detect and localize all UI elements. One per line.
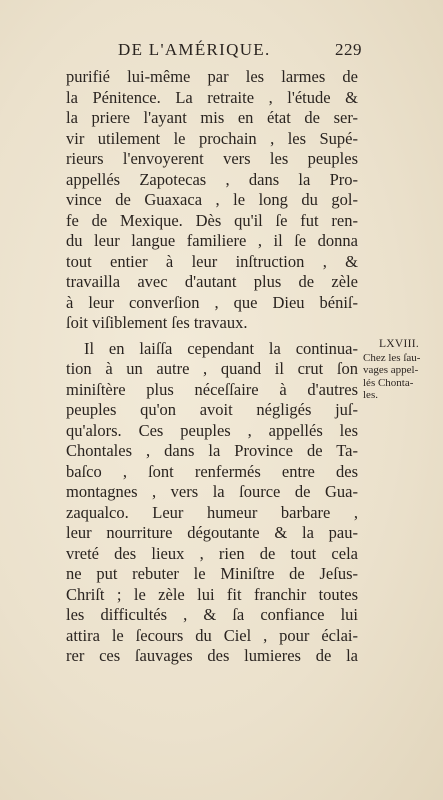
text-line: à leur converſion , que Dieu béniſ-	[66, 292, 358, 312]
text-line: leur nourriture dégoutante & la pau-	[66, 523, 358, 542]
text-line: vir utilement le prochain , les Supé-	[66, 128, 358, 148]
text-line: tout entier à leur inſtruction , &	[66, 251, 358, 271]
text-line: miniſtère plus néceſſaire à d'autres	[66, 379, 358, 399]
text-line: attira le ſecours du Ciel , pour éclai-	[66, 625, 358, 645]
marginal-note-number: LXVIII.	[378, 338, 420, 350]
page-number: 229	[335, 40, 362, 59]
marginal-note-line: vages appel-	[363, 364, 419, 376]
text-line: montagnes , vers la ſource de Gua-	[66, 482, 358, 501]
marginal-note	[363, 338, 435, 402]
running-title: DE L'AMÉRIQUE.	[118, 40, 271, 59]
text-line: ſoit viſiblement ſes travaux.	[66, 313, 248, 332]
text-line: rieurs l'envoyerent vers les peuples	[66, 149, 358, 168]
text-line: appellés Zapotecas , dans la Pro-	[66, 169, 358, 189]
marginal-note-line: les.	[363, 389, 378, 401]
text-line: du leur langue familiere , il ſe donna	[66, 231, 358, 250]
text-line: Chriſt ; le zèle lui fit franchir toutes	[66, 584, 358, 604]
text-line: purifié lui-même par les larmes de	[66, 67, 358, 86]
text-line: ne put rebuter le Miniſtre de Jeſus-	[66, 564, 358, 583]
text-line: baſco , ſont renfermés entre des	[66, 461, 358, 481]
marginal-note-line: Chez les ſau-	[363, 351, 421, 364]
text-line: qu'alors. Ces peuples , appellés les	[66, 420, 358, 440]
text-line: fe de Mexique. Dès qu'il ſe fut ren-	[66, 210, 358, 230]
text-line: vreté des lieux , rien de tout cela	[66, 543, 358, 563]
text-line: zaqualco. Leur humeur barbare ,	[66, 502, 358, 522]
text-line: les difficultés , & ſa confiance lui	[66, 605, 358, 624]
marginal-note-line: lés Chonta-	[363, 376, 414, 389]
text-line: rer ces ſauvages des lumieres de la	[66, 646, 358, 665]
text-line: Il en laiſſa cependant la continua-	[84, 338, 358, 358]
text-line: Chontales , dans la Province de Ta-	[66, 441, 358, 460]
text-line: tion à un autre , quand il crut ſon	[66, 359, 358, 378]
text-line: vince de Guaxaca , le long du gol-	[66, 190, 358, 209]
text-line: la Pénitence. La retraite , l'étude &	[66, 87, 358, 107]
body-text	[66, 67, 358, 667]
page-header	[118, 40, 362, 62]
text-line: travailla avec d'autant plus de zèle	[66, 272, 358, 291]
text-line: peuples qu'on avoit négligés juſ-	[66, 400, 358, 419]
text-line: la priere l'ayant mis en état de ser-	[66, 108, 358, 127]
